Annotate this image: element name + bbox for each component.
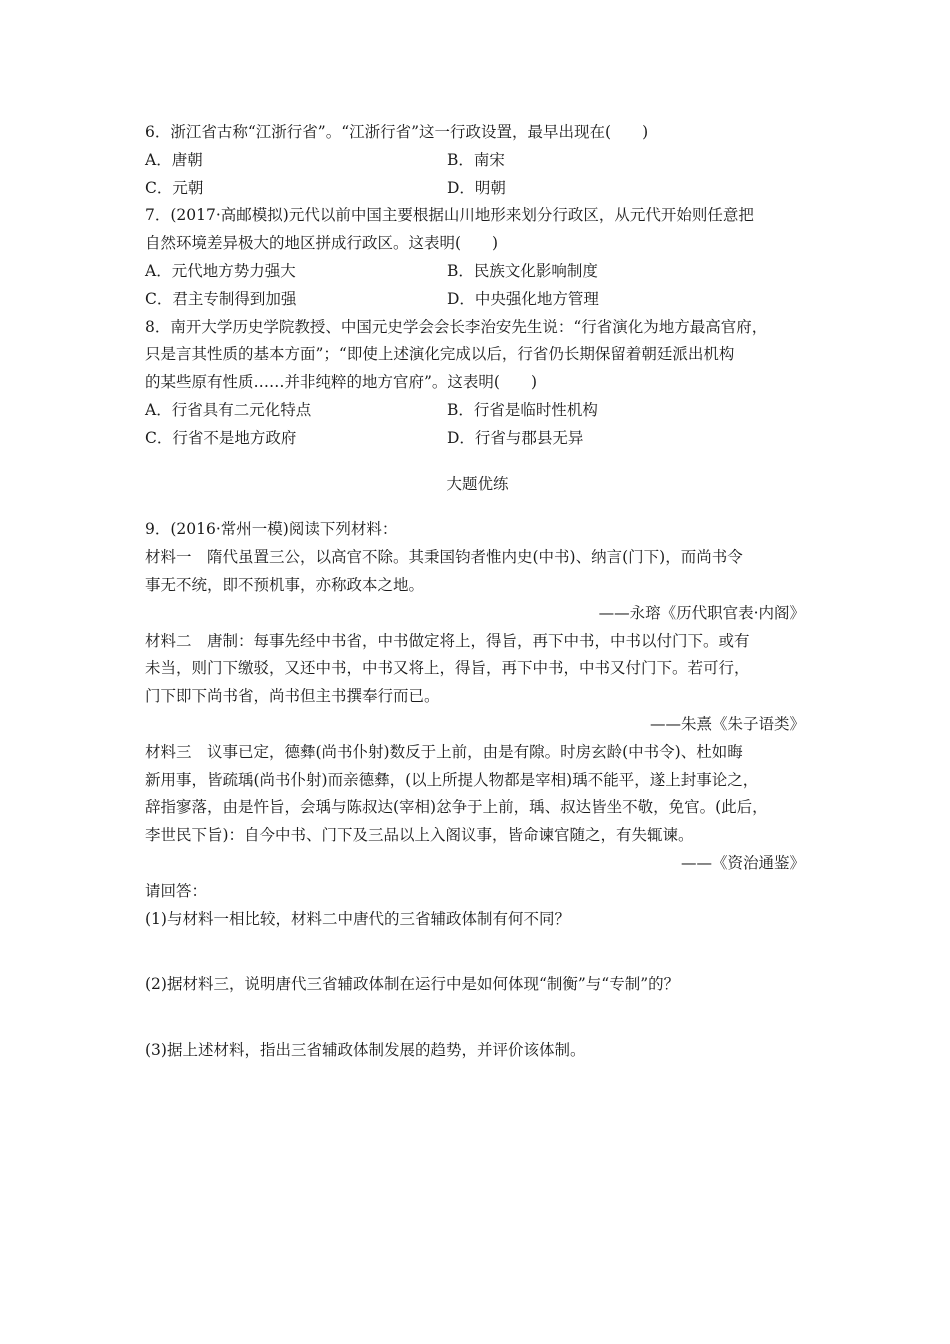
- options-row: [145, 147, 810, 175]
- document-page: [145, 119, 810, 1065]
- option-b: B．民族文化影响制度: [447, 261, 598, 280]
- question-8: [145, 314, 810, 453]
- option-d: D．中央强化地方管理: [447, 289, 599, 308]
- question-stem: 只是言其性质的基本方面”；“即使上述演化完成以后，行省仍长期保留着朝廷派出机构: [145, 345, 735, 364]
- option-c: C．元朝: [145, 178, 204, 197]
- options-row: [145, 258, 810, 286]
- material-3-source: ——《资治通鉴》: [680, 853, 805, 872]
- sub-question-1: (1)与材料一相比较，材料二中唐代的三省辅政体制有何不同？: [145, 909, 570, 928]
- option-d: D．明朝: [447, 178, 506, 197]
- material-3-line: 材料三 议事已定，德彝(尚书仆射)数反于上前，由是有隙。时房玄龄(中书令)、杜如晦: [145, 742, 743, 761]
- option-a: A．行省具有二元化特点: [145, 400, 312, 419]
- question-7: [145, 202, 810, 313]
- options-row: [145, 175, 810, 203]
- option-a: A．元代地方势力强大: [145, 261, 296, 280]
- option-c: C．行省不是地方政府: [145, 428, 297, 447]
- question-stem: 9．(2016·常州一模)阅读下列材料：: [145, 520, 398, 539]
- material-3-line: 辞指寥落，由是忤旨，会瑀与陈叔达(宰相)忿争于上前，瑀、叔达皆坐不敬，免官。(此后，: [145, 798, 768, 817]
- question-9: [145, 516, 810, 1065]
- material-1-line: 材料一 隋代虽置三公，以高官不除。其秉国钧者惟内史(中书)、纳言(门下)，而尚书令: [145, 548, 743, 567]
- material-2-line: 未当，则门下缴驳，又还中书，中书又将上，得旨，再下中书，中书又付门下。若可行，: [145, 659, 750, 678]
- material-2-line: 材料二 唐制：每事先经中书省，中书做定将上，得旨，再下中书，中书以付门下。或有: [145, 631, 750, 650]
- question-stem: 6．浙江省古称“江浙行省”。“江浙行省”这一行政设置，最早出现在( ): [145, 123, 649, 141]
- prompt-label: 请回答：: [145, 881, 208, 900]
- options-row: [145, 397, 810, 425]
- question-stem: 7．(2017·高邮模拟)元代以前中国主要根据山川地形来划分行政区，从元代开始则任意把: [145, 206, 754, 225]
- material-1-line: 事无不统，即不预机事，亦称政本之地。: [145, 575, 425, 594]
- section-title: 大题优练: [446, 474, 509, 493]
- sub-question-3: (3)据上述材料，指出三省辅政体制发展的趋势，并评价该体制。: [145, 1041, 586, 1060]
- option-b: B．南宋: [447, 150, 505, 169]
- question-stem: 的某些原有性质……并非纯粹的地方官府”。这表明( ): [145, 373, 538, 392]
- options-row: [145, 286, 810, 314]
- options-row: [145, 425, 810, 453]
- sub-question-2: (2)据材料三，说明唐代三省辅政体制在运行中是如何体现“制衡”与“专制”的？: [145, 975, 680, 994]
- question-6: [145, 119, 810, 202]
- material-2-line: 门下即下尚书省，尚书但主书撰奉行而已。: [145, 687, 440, 706]
- material-3-line: 李世民下旨)：自今中书、门下及三品以上入阁议事，皆命谏官随之，有失辄谏。: [145, 826, 694, 845]
- material-1-source: ——永瑢《历代职官表·内阁》: [598, 603, 805, 622]
- option-c: C．君主专制得到加强: [145, 289, 297, 308]
- option-b: B．行省是临时性机构: [447, 400, 598, 419]
- material-2-source: ——朱熹《朱子语类》: [649, 714, 805, 733]
- question-stem: 自然环境差异极大的地区拼成行政区。这表明( ): [145, 234, 499, 253]
- option-d: D．行省与郡县无异: [447, 428, 584, 447]
- question-stem: 8．南开大学历史学院教授、中国元史学会会长李治安先生说：“行省演化为地方最高官府，: [145, 317, 768, 336]
- material-3-line: 新用事，皆疏瑀(尚书仆射)而亲德彝，(以上所提人物都是宰相)瑀不能平，遂上封事论之，: [145, 770, 759, 789]
- option-a: A．唐朝: [145, 150, 203, 169]
